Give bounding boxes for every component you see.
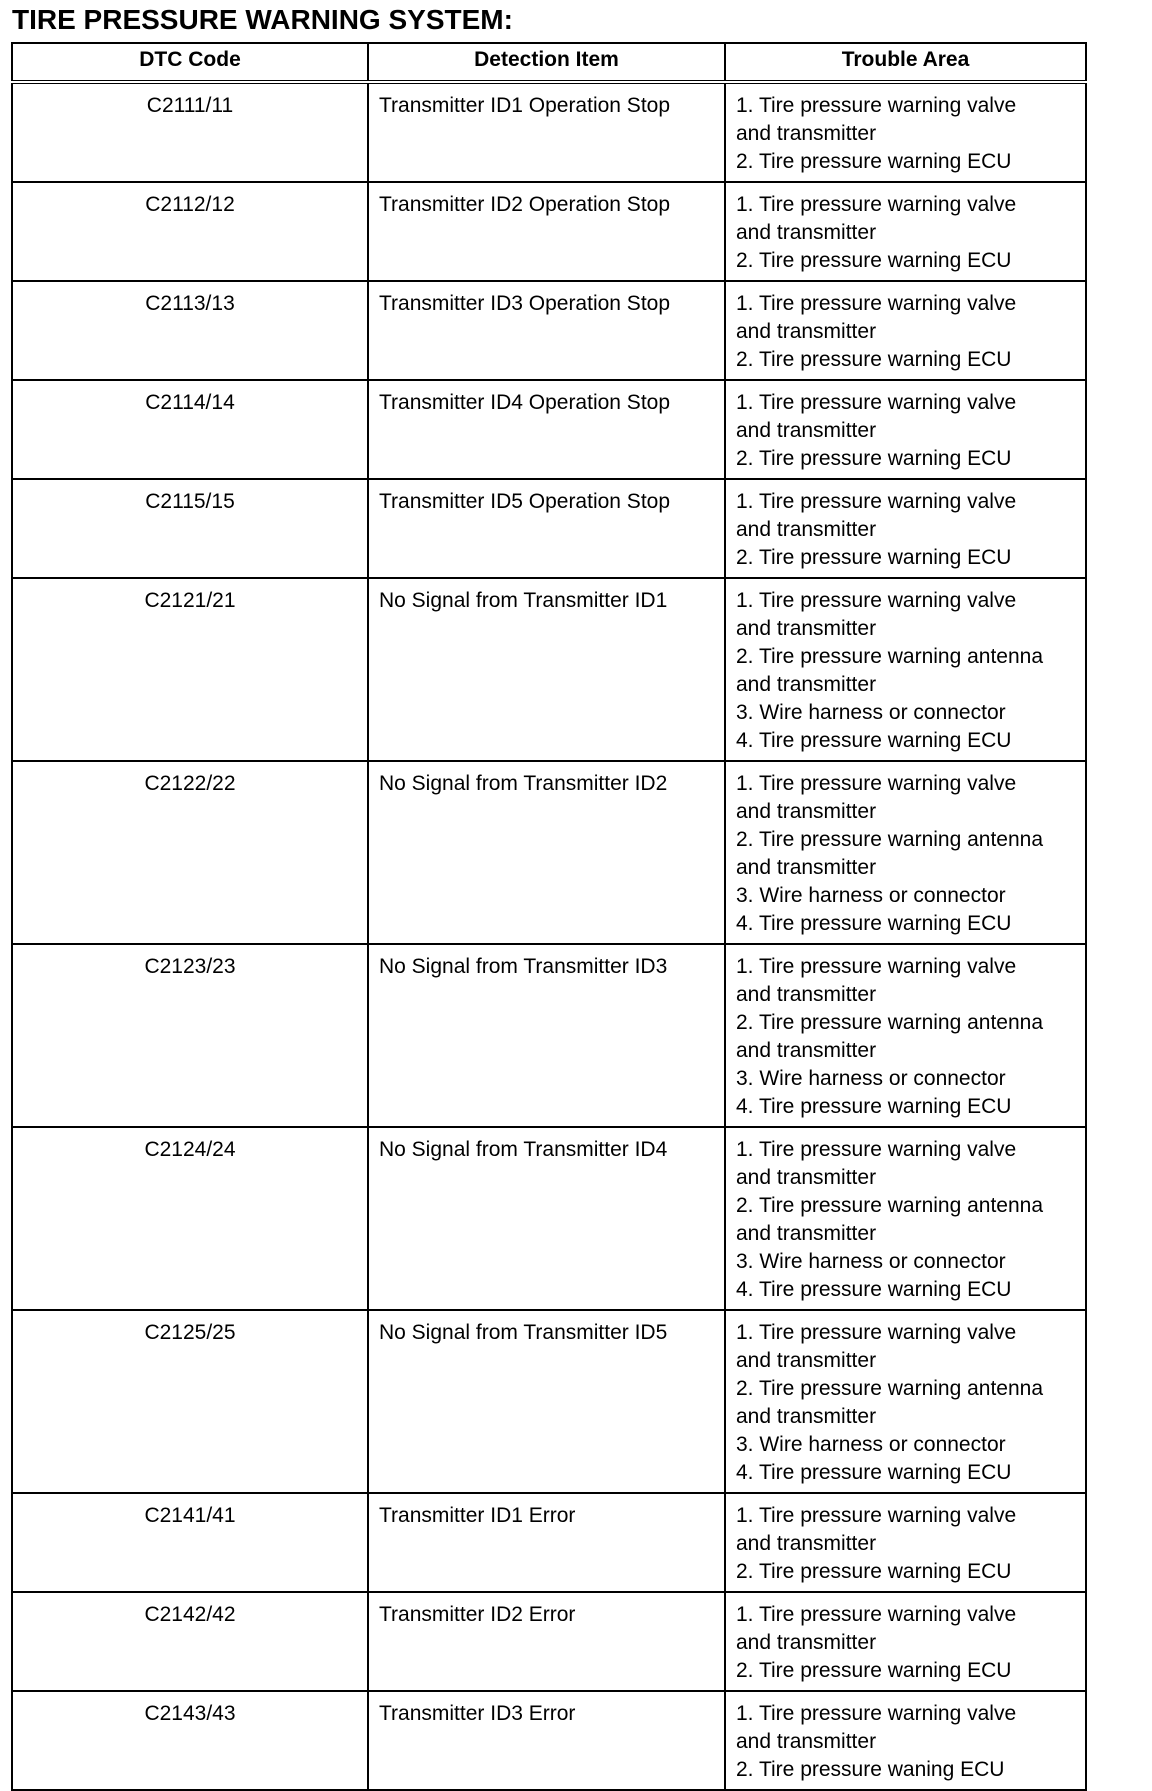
dtc-code-cell: C2125/25 (12, 1310, 368, 1493)
table-row (12, 1691, 1086, 1790)
dtc-code-cell: C2122/22 (12, 761, 368, 944)
trouble-area-cell: 1. Tire pressure warning valve and transmitter 2. Tire pressure warning antenna and transmitter 3. Wire harness or connector 4. Tire pressure warning ECU (725, 761, 1086, 944)
detection-item-cell: Transmitter ID5 Operation Stop (368, 479, 725, 578)
header-dtc-code: DTC Code (12, 43, 368, 82)
page-title: TIRE PRESSURE WARNING SYSTEM: (12, 4, 513, 35)
table-row (12, 578, 1086, 761)
table-row (12, 281, 1086, 380)
trouble-area-cell: 1. Tire pressure warning valve and transmitter 2. Tire pressure warning antenna and transmitter 3. Wire harness or connector 4. Tire pressure warning ECU (725, 578, 1086, 761)
table-row (12, 1592, 1086, 1691)
trouble-area-cell: 1. Tire pressure warning valve and transmitter 2. Tire pressure waning ECU (725, 1691, 1086, 1790)
trouble-area-cell: 1. Tire pressure warning valve and transmitter 2. Tire pressure warning antenna and transmitter 3. Wire harness or connector 4. Tire pressure warning ECU (725, 1127, 1086, 1310)
detection-item-cell: No Signal from Transmitter ID4 (368, 1127, 725, 1310)
detection-item-cell: Transmitter ID4 Operation Stop (368, 380, 725, 479)
table-row (12, 182, 1086, 281)
detection-item-cell: Transmitter ID3 Error (368, 1691, 725, 1790)
detection-item-cell: No Signal from Transmitter ID1 (368, 578, 725, 761)
trouble-area-cell: 1. Tire pressure warning valve and transmitter 2. Tire pressure warning ECU (725, 281, 1086, 380)
trouble-area-cell: 1. Tire pressure warning valve and transmitter 2. Tire pressure warning ECU (725, 1493, 1086, 1592)
dtc-code-cell: C2121/21 (12, 578, 368, 761)
table-row (12, 380, 1086, 479)
table-row (12, 82, 1086, 182)
table-row (12, 761, 1086, 944)
dtc-code-cell: C2114/14 (12, 380, 368, 479)
dtc-code-cell: C2115/15 (12, 479, 368, 578)
trouble-area-cell: 1. Tire pressure warning valve and transmitter 2. Tire pressure warning ECU (725, 479, 1086, 578)
trouble-area-cell: 1. Tire pressure warning valve and transmitter 2. Tire pressure warning ECU (725, 82, 1086, 182)
trouble-area-cell: 1. Tire pressure warning valve and transmitter 2. Tire pressure warning antenna and transmitter 3. Wire harness or connector 4. Tire pressure warning ECU (725, 1310, 1086, 1493)
table-row (12, 1310, 1086, 1493)
table-row (12, 479, 1086, 578)
dtc-code-cell: C2142/42 (12, 1592, 368, 1691)
table-row (12, 1127, 1086, 1310)
detection-item-cell: No Signal from Transmitter ID3 (368, 944, 725, 1127)
table-row (12, 1493, 1086, 1592)
header-row (12, 43, 1086, 82)
table-header (12, 43, 1086, 82)
dtc-code-cell: C2111/11 (12, 82, 368, 182)
dtc-code-cell: C2123/23 (12, 944, 368, 1127)
dtc-code-cell: C2113/13 (12, 281, 368, 380)
detection-item-cell: Transmitter ID2 Error (368, 1592, 725, 1691)
dtc-code-cell: C2141/41 (12, 1493, 368, 1592)
header-trouble-area: Trouble Area (725, 43, 1086, 82)
detection-item-cell: Transmitter ID2 Operation Stop (368, 182, 725, 281)
detection-item-cell: No Signal from Transmitter ID5 (368, 1310, 725, 1493)
detection-item-cell: Transmitter ID1 Operation Stop (368, 82, 725, 182)
trouble-area-cell: 1. Tire pressure warning valve and transmitter 2. Tire pressure warning ECU (725, 182, 1086, 281)
detection-item-cell: Transmitter ID3 Operation Stop (368, 281, 725, 380)
trouble-area-cell: 1. Tire pressure warning valve and transmitter 2. Tire pressure warning ECU (725, 1592, 1086, 1691)
dtc-code-cell: C2143/43 (12, 1691, 368, 1790)
header-detection-item: Detection Item (368, 43, 725, 82)
dtc-code-cell: C2124/24 (12, 1127, 368, 1310)
table-body (12, 82, 1086, 1790)
detection-item-cell: No Signal from Transmitter ID2 (368, 761, 725, 944)
table-row (12, 944, 1086, 1127)
detection-item-cell: Transmitter ID1 Error (368, 1493, 725, 1592)
trouble-area-cell: 1. Tire pressure warning valve and transmitter 2. Tire pressure warning ECU (725, 380, 1086, 479)
dtc-code-cell: C2112/12 (12, 182, 368, 281)
dtc-table (11, 42, 1087, 1791)
trouble-area-cell: 1. Tire pressure warning valve and transmitter 2. Tire pressure warning antenna and transmitter 3. Wire harness or connector 4. Tire pressure warning ECU (725, 944, 1086, 1127)
